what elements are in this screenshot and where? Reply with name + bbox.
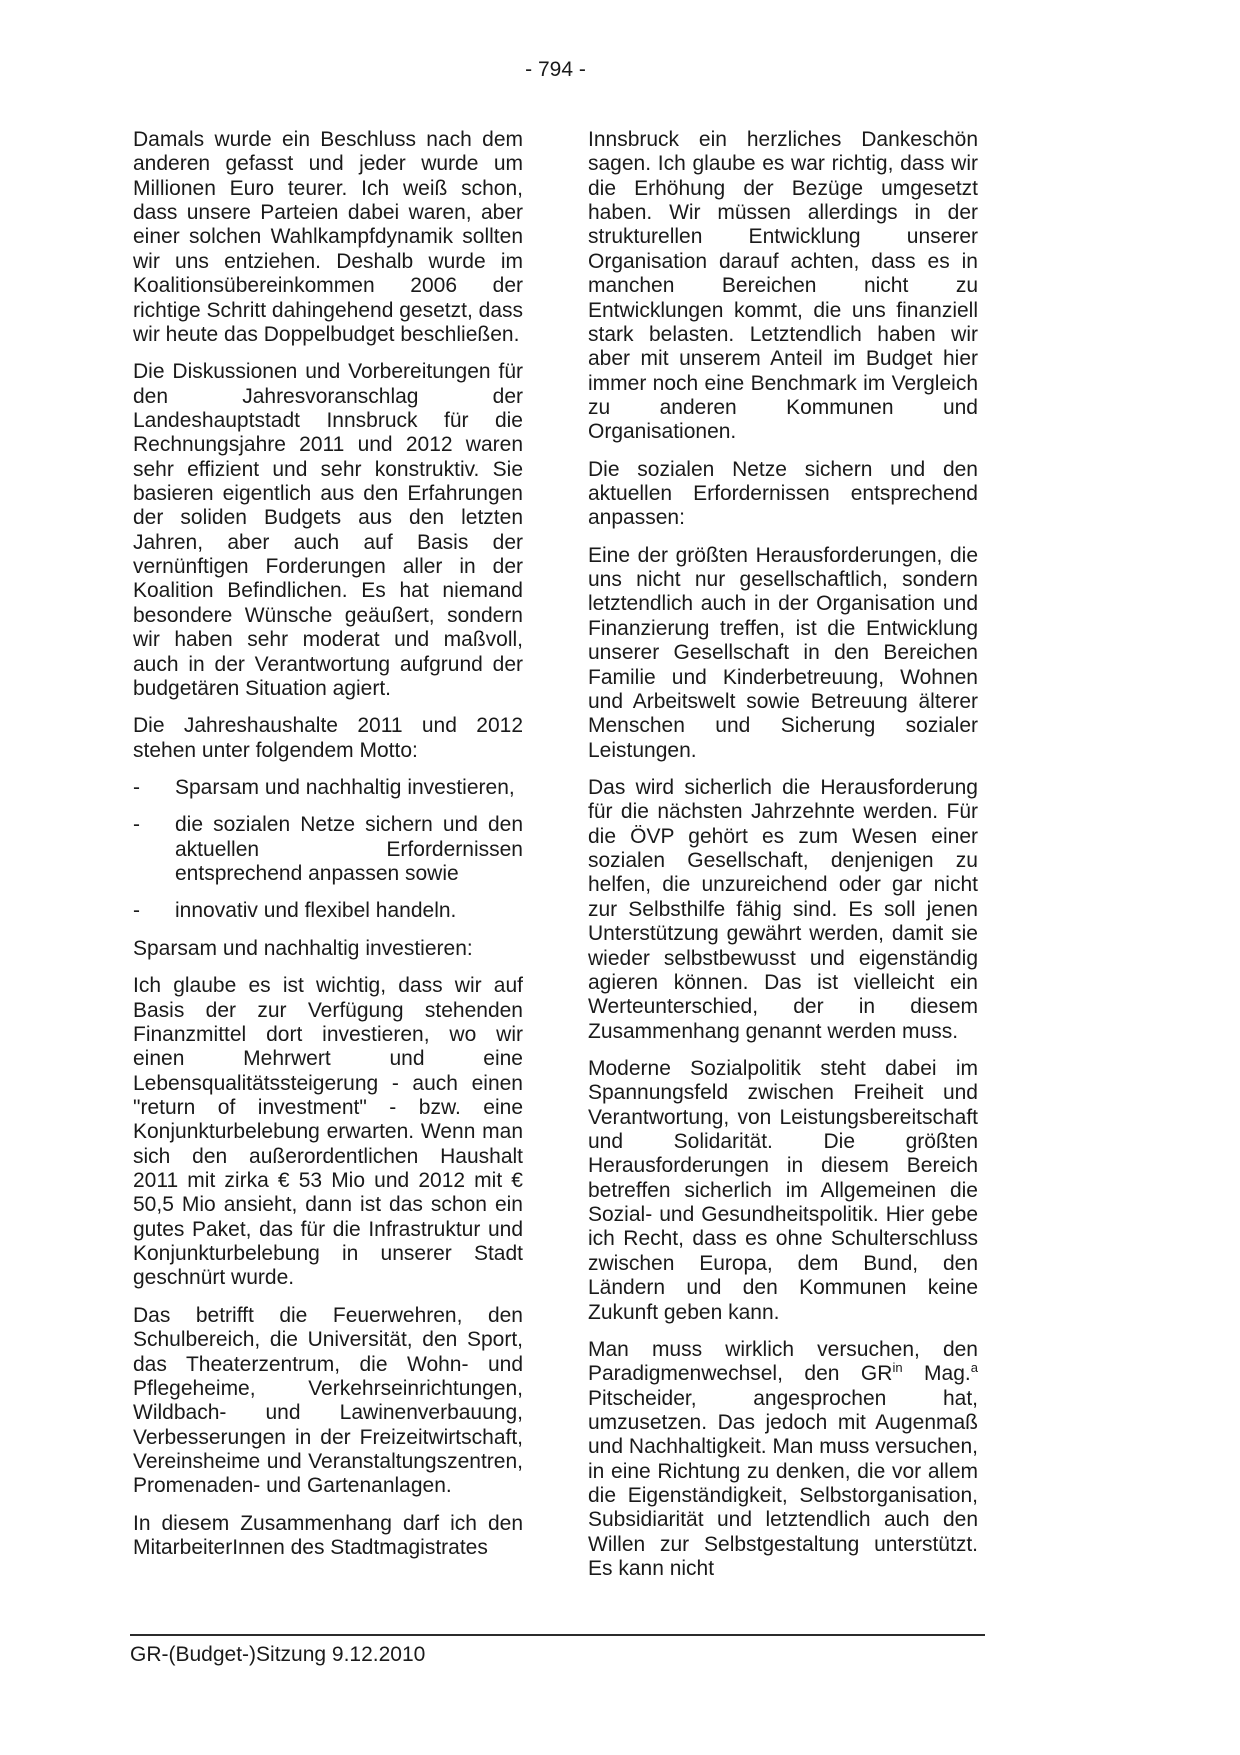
list-dash: - xyxy=(133,813,140,837)
paragraph: Ich glaube es ist wichtig, dass wir auf Basis der zur Verfügung stehenden Finanzmittel dort investieren, wo wir einen Mehrwert und eine Lebensqualitätssteigerung - auch einen "return of investment" - bzw. eine Konjunkturbelebung erwarten. Wenn man sich den außerordentlichen Haushalt 2011 mit zirka € 53 Mio und 2012 mit € 50,5 Mio ansieht, dann ist das schon ein gutes Paket, das für die Infrastruktur und Konjunkturbelebung in unserer Stadt geschnürt wurde. xyxy=(133,974,523,1290)
footer-label: GR-(Budget-)Sitzung 9.12.2010 xyxy=(130,1643,426,1666)
list-item-text: Sparsam und nachhaltig investieren, xyxy=(175,775,515,799)
left-column xyxy=(133,128,523,1594)
paragraph: Das wird sicherlich die Herausforderung für die nächsten Jahrzehnte werden. Für die ÖVP gehört es zum Wesen einer sozialen Gesellschaft, denjenigen zu helfen, die unzureichend oder gar nicht zur Selbsthilfe fähig sind. Es soll jenen Unterstützung gewährt werden, damit sie wieder selbstbewusst und eigenständig agieren können. Das ist vielleicht ein Werteunterschied, der in diesem Zusammenhang genannt werden muss. xyxy=(588,775,978,1043)
right-column xyxy=(588,128,978,1594)
paragraph: Die Jahreshaushalte 2011 und 2012 stehen unter folgendem Motto: xyxy=(133,714,523,762)
paragraph: Sparsam und nachhaltig investieren: xyxy=(133,936,473,960)
paragraph: Man muss wirklich versuchen, den Paradigmenwechsel, den $GR^{in}$ Mag.$^a$ Pitscheider, angesprochen hat, umzusetzen. Das jedoch mit Augenmaß und Nachhaltigkeit. Man muss versuchen, in eine Richtung zu denken, die vor allem die Eigenständigkeit, Selbstorganisation, Subsidiarität und letztendlich auch den Willen zur Selbstgestaltung unterstützt. Es kann nicht xyxy=(588,1337,978,1581)
paragraph: Moderne Sozialpolitik steht dabei im Spannungsfeld zwischen Freiheit und Verantwortung, von Leistungsbereitschaft und Solidarität. Die größten Herausforderungen in diesem Bereich betreffen sicherlich im Allgemeinen die Sozial- und Gesundheitspolitik. Hier gebe ich Recht, dass es ohne Schulterschluss zwischen Europa, dem Bund, den Ländern und den Kommunen keine Zukunft geben kann. xyxy=(588,1056,978,1324)
list-item-text: die sozialen Netze sichern und den aktuellen Erfordernissen entsprechend anpassen sowie xyxy=(175,813,523,886)
list-item xyxy=(133,813,523,886)
paragraph: Die sozialen Netze sichern und den aktuellen Erfordernissen entsprechend anpassen: xyxy=(588,457,978,530)
page-footer xyxy=(130,1634,985,1667)
list-item xyxy=(133,899,523,923)
page-body xyxy=(133,128,978,1594)
paragraph: Innsbruck ein herzliches Dankeschön sagen. Ich glaube es war richtig, dass wir die Erhöhung der Bezüge umgesetzt haben. Wir müssen allerdings in der strukturellen Entwicklung unserer Organisation darauf achten, dass es in manchen Bereichen nicht zu Entwicklungen kommt, die uns finanziell stark belasten. Letztendlich haben wir aber mit unserem Anteil im Budget hier immer noch eine Benchmark im Vergleich zu anderen Kommunen und Organisationen. xyxy=(588,128,978,444)
list-dash: - xyxy=(133,899,140,923)
list-item-text: innovativ und flexibel handeln. xyxy=(175,899,457,923)
paragraph: Das betrifft die Feuerwehren, den Schulbereich, die Universität, den Sport, das Theaterzentrum, die Wohn- und Pflegeheime, Verkehrseinrichtungen, Wildbach- und Lawinenverbauung, Verbesserungen in der Freizeitwirtschaft, Vereinsheime und Veranstaltungszentren, Promenaden- und Gartenanlagen. xyxy=(133,1303,523,1498)
paragraph: Damals wurde ein Beschluss nach dem anderen gefasst und jeder wurde um Millionen Euro teurer. Ich weiß schon, dass unsere Parteien dabei waren, aber einer solchen Wahlkampfdynamik sollten wir uns entziehen. Deshalb wurde im Koalitionsübereinkommen 2006 der richtige Schritt dahingehend gesetzt, dass wir heute das Doppelbudget beschließen. xyxy=(133,128,523,346)
paragraph: In diesem Zusammenhang darf ich den MitarbeiterInnen des Stadtmagistrates xyxy=(133,1511,523,1560)
page-number: - 794 - xyxy=(525,58,586,81)
footer-divider xyxy=(130,1634,985,1636)
superscript-text: in xyxy=(892,1360,903,1376)
list-item xyxy=(133,776,523,800)
superscript-text: a xyxy=(970,1360,978,1376)
list-dash: - xyxy=(133,775,140,799)
paragraph: Die Diskussionen und Vorbereitungen für den Jahresvoranschlag der Landeshauptstadt Innsbruck für die Rechnungsjahre 2011 und 2012 waren sehr effizient und sehr konstruktiv. Sie basieren eigentlich aus den Erfahrungen der soliden Budgets aus den letzten Jahren, aber auch auf Basis der vernünftigen Forderungen aller in der Koalition Befindlichen. Es hat niemand besondere Wünsche geäußert, sondern wir haben sehr moderat und maßvoll, auch in der Verantwortung aufgrund der budgetären Situation agiert. xyxy=(133,360,523,700)
paragraph: Eine der größten Herausforderungen, die uns nicht nur gesellschaftlich, sondern letztendlich auch in der Organisation und Finanzierung treffen, ist die Entwicklung unserer Gesellschaft in den Bereichen Familie und Kinderbetreuung, Wohnen und Arbeitswelt sowie Betreuung älterer Menschen und Sicherung sozialer Leistungen. xyxy=(588,543,978,762)
